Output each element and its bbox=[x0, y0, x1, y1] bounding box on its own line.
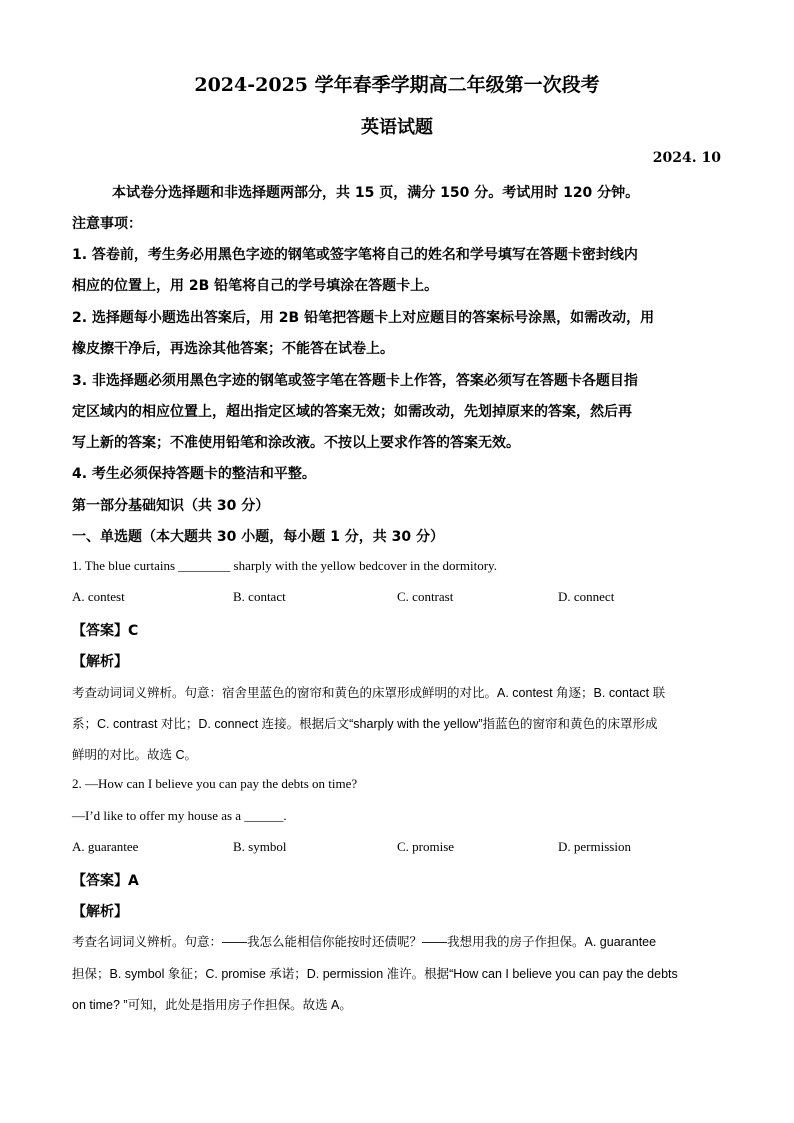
notes-line: 3. 非选择题必须用黑色字迹的钢笔或签字笔在答题卡上作答，答案必须写在答题卡各题目指 bbox=[72, 373, 638, 389]
option-c: C. contrast bbox=[397, 589, 454, 604]
question-stem: 2. —How can I believe you can pay the debts on time? bbox=[72, 776, 358, 791]
answer-label: 【答案】A bbox=[72, 873, 139, 889]
notes-line: 2. 选择题每小题选出答案后，用 2B 铅笔把答题卡上对应题目的答案标号涂黑，如需改动，用 bbox=[72, 310, 655, 326]
part-heading: 第一部分基础知识（共 30 分） bbox=[72, 498, 270, 514]
exam-date: 2024. 10 bbox=[652, 150, 721, 166]
analysis-label: 【解析】 bbox=[72, 654, 128, 670]
analysis-line: 鲜明的对比。故选 C。 bbox=[72, 748, 198, 762]
notes-line: 橡皮擦干净后，再选涂其他答案；不能答在试卷上。 bbox=[72, 341, 394, 357]
option-d: D. permission bbox=[558, 839, 631, 854]
analysis-line: 担保；B. symbol 象征；C. promise 承诺；D. permission 准许。根据“How can I believe you can pay the debts bbox=[72, 967, 678, 981]
notes-line: 写上新的答案；不准使用铅笔和涂改液。不按以上要求作答的答案无效。 bbox=[72, 435, 520, 451]
notes-line: 1. 答卷前，考生务必用黑色字迹的钢笔或签字笔将自己的姓名和学号填写在答题卡密封线内 bbox=[72, 247, 638, 263]
analysis-line: 考查名词词义辨析。句意：——我怎么能相信你能按时还债呢？——我想用我的房子作担保。A. guarantee bbox=[72, 935, 657, 949]
option-c: C. promise bbox=[397, 839, 455, 854]
notes-heading: 注意事项： bbox=[72, 216, 142, 232]
analysis-label: 【解析】 bbox=[72, 904, 128, 920]
analysis-line: 考查动词词义辨析。句意：宿舍里蓝色的窗帘和黄色的床罩形成鲜明的对比。A. contest 角逐；B. contact 联 bbox=[72, 686, 666, 700]
option-b: B. contact bbox=[233, 589, 286, 604]
intro-text: 本试卷分选择题和非选择题两部分，共 15 页，满分 150 分。考试用时 120 分钟。 bbox=[112, 185, 640, 201]
notes-line: 相应的位置上，用 2B 铅笔将自己的学号填涂在答题卡上。 bbox=[72, 278, 439, 294]
option-d: D. connect bbox=[558, 589, 615, 604]
exam-title: 2024-2025 学年春季学期高二年级第一次段考 bbox=[194, 74, 600, 96]
option-b: B. symbol bbox=[233, 839, 287, 854]
notes-line: 定区域内的相应位置上，超出指定区域的答案无效；如需改动，先划掉原来的答案，然后再 bbox=[72, 404, 632, 420]
option-a: A. contest bbox=[72, 589, 125, 604]
exam-subtitle: 英语试题 bbox=[361, 117, 433, 138]
analysis-line: on time? ”可知，此处是指用房子作担保。故选 A。 bbox=[72, 998, 352, 1012]
option-a: A. guarantee bbox=[72, 839, 139, 854]
notes-line: 4. 考生必须保持答题卡的整洁和平整。 bbox=[72, 466, 316, 482]
analysis-line: 系；C. contrast 对比；D. connect 连接。根据后文“sharply with the yellow”指蓝色的窗帘和黄色的床罩形成 bbox=[72, 717, 658, 731]
question-stem: 1. The blue curtains ________ sharply with the yellow bedcover in the dormitory. bbox=[72, 558, 497, 573]
answer-label: 【答案】C bbox=[72, 623, 139, 639]
section-heading: 一、单选题（本大题共 30 小题，每小题 1 分，共 30 分） bbox=[72, 529, 444, 545]
question-stem: —I’d like to offer my house as a ______. bbox=[72, 808, 287, 823]
